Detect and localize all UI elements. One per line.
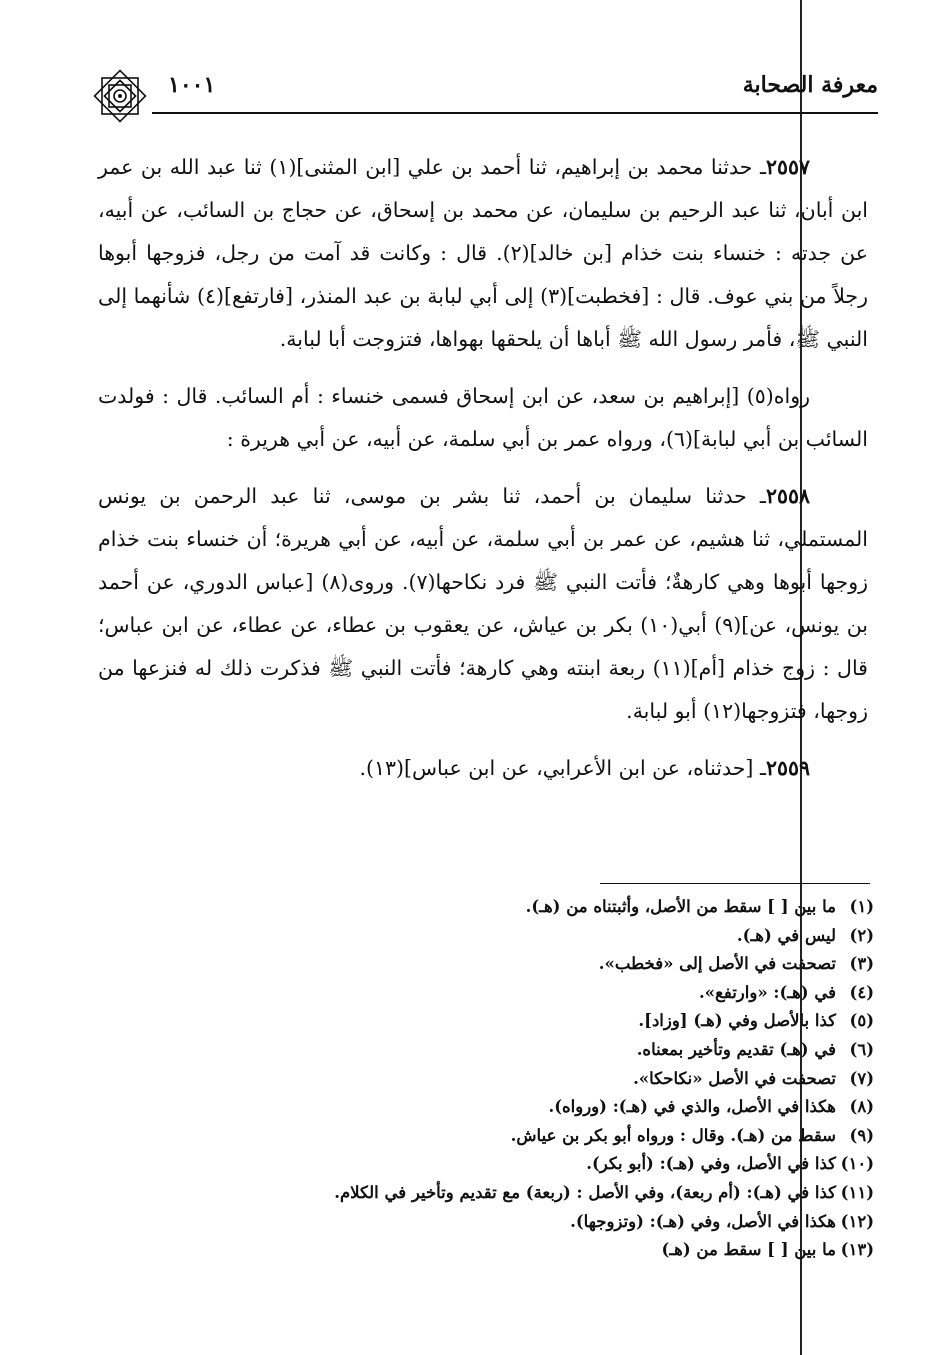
footnote: [98, 950, 874, 979]
footnote-text: ما بين [ ] سقط من (هـ): [661, 1240, 836, 1260]
footnote: [98, 1236, 874, 1265]
footnote: [98, 1179, 874, 1208]
footnote-mark: (٩): [849, 1125, 874, 1145]
footnote-text: ما بين [ ] سقط من الأصل، وأثبتناه من (هـ).: [525, 897, 836, 916]
footnote-text: في (هـ): «وارتفع».: [699, 982, 836, 1002]
footnotes: [98, 893, 874, 1265]
footnote-mark: (٧): [849, 1068, 874, 1088]
main-text: [98, 146, 868, 790]
footnote: [98, 1036, 874, 1065]
hadith-text: ـ حدثنا محمد بن إبراهيم، ثنا أحمد بن علي [ابن المثنى](١) ثنا عبد الله بن عمر ابن أبان، ثنا عبد الرحيم بن سليمان، عن محمد بن إسحاق، عن حجاج بن السائب، عن أبيه، عن جدته : خنساء بنت خذام [بن خالد](٢). قال : وكانت قد آمت من رجل، فزوجها أبوها رجلاً من بني عوف. قال : [فخطبت](٣) إلى أبي لبابة بن عبد المنذر، [فارتفع](٤) شأنهما إلى النبي ﷺ، فأمر رسول الله ﷺ أباها أن يلحقها بهواها، فتزوجت أبا لبابة.: [98, 155, 869, 351]
footnote: [98, 1122, 874, 1151]
footnote-mark: (١٣): [840, 1240, 874, 1260]
footnote: [98, 979, 874, 1008]
hadith-text: ـ [حدثناه، عن ابن الأعرابي، عن ابن عباس](١٣).: [359, 756, 766, 780]
footnote-text: كذا في (هـ): (أم ربعة)، وفي الأصل : (ربعة) مع تقديم وتأخير في الكلام.: [334, 1182, 836, 1202]
footnote-text: سقط من (هـ). وقال : ورواه أبو بكر بن عياش.: [510, 1125, 836, 1145]
footnote-mark: (٨): [849, 1097, 874, 1117]
running-header: [88, 70, 878, 116]
footnote-mark: (٥): [849, 1011, 874, 1031]
hadith-text: رواه(٥) [إبراهيم بن سعد، عن ابن إسحاق فسمى خنساء : أم السائب. قال : فولدت السائب بن أبي لبابة](٦)، ورواه عمر بن أبي سلمة، عن أبيه، عن أبي هريرة :: [98, 384, 868, 451]
footnote-text: كذا بالأصل وفي (هـ) [وزاد].: [638, 1011, 836, 1031]
footnote-text: كذا في الأصل، وفي (هـ): (أبو بكر).: [586, 1154, 836, 1174]
footnote-mark: (٤): [849, 982, 874, 1002]
footnote-text: في (هـ) تقديم وتأخير بمعناه.: [636, 1039, 836, 1059]
footnote-text: تصحفت في الأصل إلى «فخطب».: [598, 954, 836, 974]
footnote-mark: (٣): [849, 954, 874, 974]
page-number: ١٠٠١: [168, 72, 216, 98]
ornament-star-icon: [88, 64, 152, 128]
footnote: [98, 1093, 874, 1122]
hadith-paragraph: [98, 475, 868, 733]
hadith-number: ٢٥٥٧: [765, 155, 810, 179]
footnote-mark: (٢): [849, 925, 874, 945]
footnote: [98, 1208, 874, 1237]
footnote: [98, 893, 874, 922]
footnote-text: هكذا في الأصل، وفي (هـ): (وتزوجها).: [570, 1211, 836, 1231]
footnote-mark: (١١): [840, 1182, 874, 1202]
footnote-rule: [600, 883, 870, 884]
footnote: [98, 1150, 874, 1179]
footnote-text: ليس في (هـ).: [736, 925, 836, 945]
header-rule: [152, 112, 878, 114]
footnote: [98, 922, 874, 951]
footnote-mark: (١٢): [840, 1211, 874, 1231]
footnote: [98, 1065, 874, 1094]
footnote-mark: (١٠): [840, 1154, 874, 1174]
running-title: معرفة الصحابة: [742, 72, 878, 98]
footnote-mark: (١): [849, 897, 874, 916]
footnote-mark: (٦): [849, 1039, 874, 1059]
hadith-paragraph: [98, 146, 868, 361]
footnote-text: هكذا في الأصل، والذي في (هـ): (ورواه).: [548, 1097, 836, 1117]
hadith-number: ٢٥٥٩: [765, 756, 810, 780]
footnote: [98, 1007, 874, 1036]
hadith-number: ٢٥٥٨: [765, 484, 810, 508]
footnote-text: تصحفت في الأصل «نكاحكا».: [633, 1068, 836, 1088]
hadith-text: ـ حدثنا سليمان بن أحمد، ثنا بشر بن موسى، ثنا عبد الرحمن بن يونس المستملي، ثنا هشيم، عن عمر بن أبي سلمة، عن أبيه، عن أبي هريرة؛ أن خنساء بنت خذام زوجها أبوها وهي كارهةٌ؛ فأتت النبي ﷺ فرد نكاحها(٧). وروى(٨) [عباس الدوري، عن أحمد بن يونس، عن](٩) أبي(١٠) بكر بن عياش، عن يعقوب بن عطاء، عن عطاء، عن ابن عباس؛ قال : زوج خذام [أم](١١) ربعة ابنته وهي كارهة؛ فأتت النبي ﷺ فذكرت ذلك له فنزعها من زوجها، فتزوجها(١٢) أبو لبابة.: [98, 484, 869, 723]
hadith-paragraph: [98, 375, 868, 461]
hadith-paragraph: [98, 747, 868, 790]
